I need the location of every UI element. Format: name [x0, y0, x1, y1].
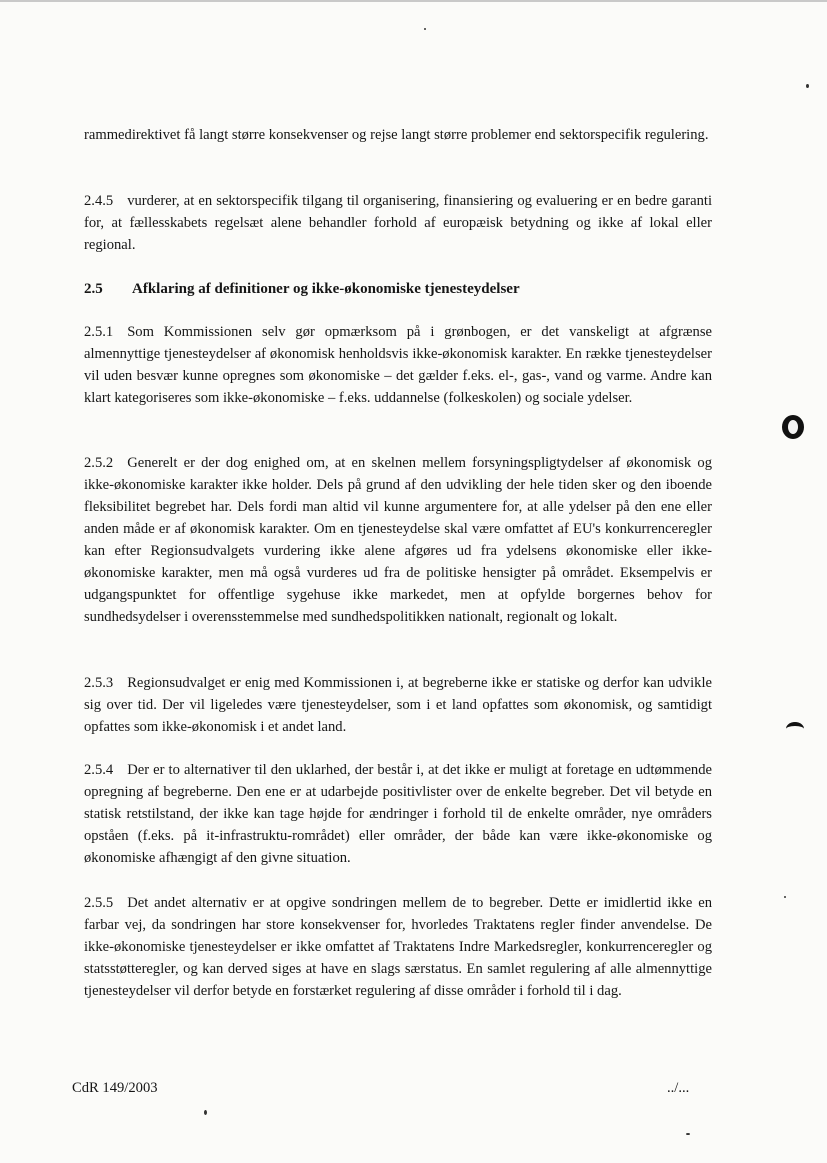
- paragraph-number: 2.5.1: [84, 324, 114, 340]
- scan-top-edge: [0, 0, 827, 2]
- paragraph-2-4-5: [84, 190, 712, 256]
- paragraph-number: 2.4.5: [84, 193, 114, 209]
- paragraph-text: Det andet alternativ er at opgive sondringen mellem de to begreber. Dette er imidlertid ikke en farbar vej, da sondringen har store konsekvenser for, hvorledes Traktatens regler finder anvendelse. De ikke-økonomiske tjenesteydelser er ikke omfattet af Traktatens Indre Markedsregler, konkurrenceregler og statsstøtteregler, og kan derved siges at have en slags særstatus. En samlet regulering af alle almennyttige tjenesteydelser vil derfor betyde en forstærket regulering af disse områder i forhold til i dag.: [84, 895, 712, 999]
- paragraph-2-5-2: [84, 452, 712, 628]
- paragraph-number: 2.5.4: [84, 762, 114, 778]
- paragraph-text: Som Kommissionen selv gør opmærksom på i grønbogen, er det vanskeligt at afgrænse almennyttige tjenesteydelser af økonomisk henholdsvis ikke-økonomisk karakter. En række tjenesteydelser vil uden besvær kunne opregnes som økonomiske – det gælder f.eks. el-, gas-, vand og varme. Andre kan klart kategoriseres som ikke-økonomiske – f.eks. uddannelse (folkeskolen) og sociale ydelser.: [84, 324, 712, 406]
- paragraph-number: 2.5.5: [84, 895, 114, 911]
- scan-speck: [204, 1110, 207, 1115]
- paragraph-text: vurderer, at en sektorspecifik tilgang til organisering, finansiering og evaluering er en bedre garanti for, at fællesskabets regelsæt alene behandler forhold af europæisk betydning og ikke af lokal eller regional.: [84, 193, 712, 253]
- paragraph-2-5-1: [84, 321, 712, 409]
- scan-speck: [806, 84, 809, 88]
- paragraph-number: 2.5.3: [84, 675, 114, 691]
- scan-speck: [686, 1133, 690, 1135]
- footer-continuation-mark: ../...: [667, 1080, 690, 1096]
- paragraph-text: Regionsudvalget er enig med Kommissionen i, at begreberne ikke er statiske og derfor kan udvikle sig over tid. Der vil ligeledes være tjenesteydelser, som i et land opfattes som økonomisk, og samtidigt opfattes som ikke-økonomisk i et andet land.: [84, 675, 712, 735]
- paragraph-number: 2.5.2: [84, 455, 114, 471]
- section-heading-2-5: [84, 278, 712, 300]
- paragraph-2-5-4: [84, 759, 712, 869]
- section-title: Afklaring af definitioner og ikke-økonomiske tjenesteydelser: [132, 281, 520, 297]
- paragraph-2-5-5: [84, 892, 712, 1002]
- scan-speck: [784, 896, 786, 898]
- section-number: 2.5: [84, 281, 103, 297]
- paragraph-text: Generelt er der dog enighed om, at en skelnen mellem forsyningspligtydelser af økonomisk og ikke-økonomiske karakter ikke holder. Dels på grund af den udvikling der hele tiden sker og den iboende fleksibilitet begrebet har. Dels fordi man altid vil kunne argumentere for, at alle ydelser på den ene eller anden måde er af økonomisk karakter. Om en tjenesteydelse skal være omfattet af EU's konkurrenceregler kan efter Regionsudvalgets vurdering ikke alene afgøres ud fra ydelsens økonomiske eller ikke-økonomiske karakter, men må også vurderes ud fra de politiske hensigter på området. Eksempelvis er udgangspunktet for offentlige sygehuse ikke markedet, men at opfylde borgernes behov for sundhedsydelser i overensstemmelse med sundhedspolitikken nationalt, regionalt og lokalt.: [84, 455, 712, 625]
- scan-speck: [424, 28, 426, 30]
- footer-document-reference: CdR 149/2003: [72, 1080, 158, 1096]
- paragraph-continuation: rammedirektivet få langt større konsekvenser og rejse langt større problemer end sektorspecifik regulering.: [84, 127, 709, 143]
- paragraph-2-5-3: [84, 672, 712, 738]
- paragraph-text: Der er to alternativer til den uklarhed, der består i, at det ikke er muligt at foretage en udtømmende opregning af begreberne. Den ene er at udarbejde positivlister over de enkelte begreber. Det vil betyde en statisk retstilstand, der ikke kan tage højde for ændringer i forhold til de enkelte områder, nye områders opståen (f.eks. på it-infrastruktu-rområdet) eller områder, der både kan være ikke-økonomiske og økonomiske afhængigt af den givne situation.: [84, 762, 712, 866]
- staple-mark: [786, 722, 804, 736]
- punch-hole-mark: [782, 415, 804, 439]
